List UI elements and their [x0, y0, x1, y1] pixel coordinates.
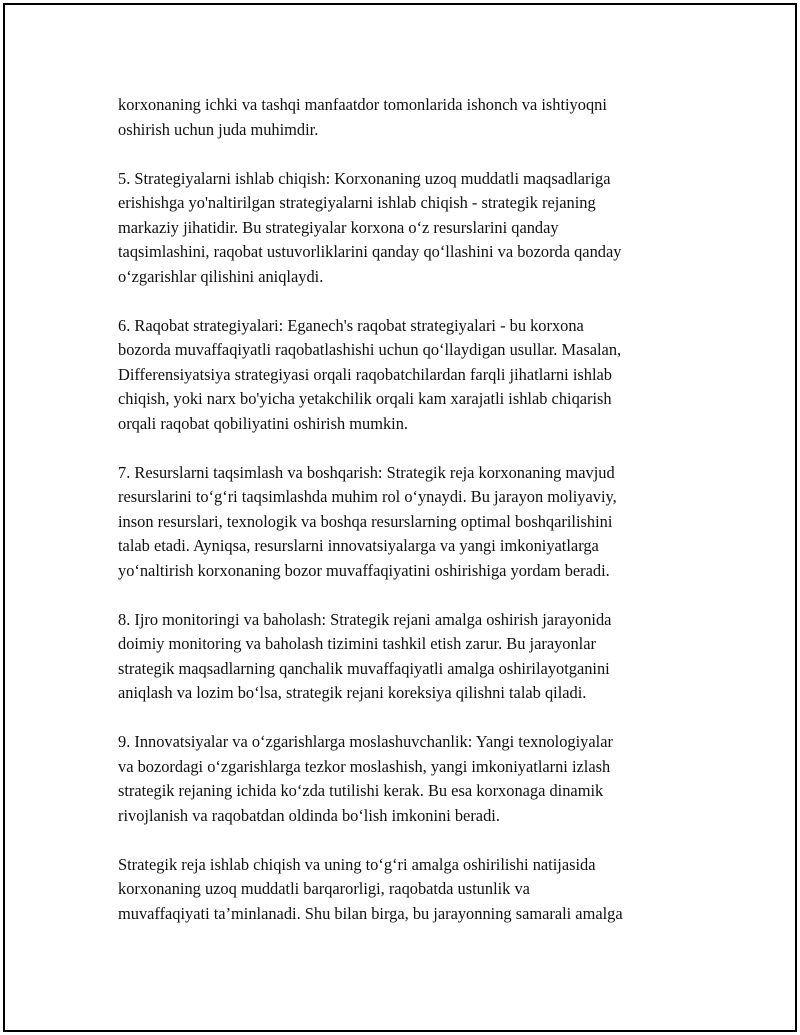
text-line: oshirish uchun juda muhimdir. — [118, 119, 319, 139]
text-line: talab etadi. Ayniqsa, resurslarni innovatsiyalarga va yangi imkoniyatlarga — [118, 536, 599, 555]
paragraph — [118, 608, 698, 706]
text-line: 9. Innovatsiyalar va o‘zgarishlarga moslashuvchanlik: Yangi texnologiyalar — [118, 732, 613, 751]
text-line: Strategik reja ishlab chiqish va uning to‘g‘ri amalga oshirilishi natijasida — [118, 854, 596, 874]
text-line: rivojlanish va raqobatdan oldinda bo‘lish imkonini beradi. — [118, 805, 500, 825]
text-line: orqali raqobat qobiliyatini oshirish mumkin. — [118, 413, 408, 433]
text-line: strategik maqsadlarning qanchalik muvaffaqiyatli amalga oshirilayotganini — [118, 658, 610, 678]
text-line: korxonaning uzoq muddatli barqarorligi, raqobatda ustunlik va — [118, 879, 530, 898]
text-line: yo‘naltirish korxonaning bozor muvaffaqiyatini oshirishiga yordam beradi. — [118, 560, 610, 580]
text-line: aniqlash va lozim bo‘lsa, strategik rejani koreksiya qilishni talab qiladi. — [118, 683, 587, 702]
document-body — [118, 93, 698, 951]
text-line: 7. Resurslarni taqsimlash va boshqarish: Strategik reja korxonaning mavjud — [118, 462, 615, 482]
text-line: resurslarini to‘g‘ri taqsimlashda muhim rol o‘ynaydi. Bu jarayon moliyaviy, — [118, 487, 617, 506]
paragraph — [118, 853, 698, 927]
text-line: taqsimlashini, raqobat ustuvorliklarini qanday qo‘llashini va bozorda qanday — [118, 242, 622, 261]
paragraph — [118, 167, 698, 290]
text-line: markaziy jihatidir. Bu strategiyalar korxona o‘z resurslarini qanday — [118, 217, 559, 237]
text-line: doimiy monitoring va baholash tizimini tashkil etish zarur. Bu jarayonlar — [118, 634, 596, 653]
paragraph — [118, 730, 698, 828]
paragraph — [118, 461, 698, 584]
text-line: 5. Strategiyalarni ishlab chiqish: Korxonaning uzoq muddatli maqsadlariga — [118, 168, 611, 188]
text-line: va bozordagi o‘zgarishlarga tezkor moslashish, yangi imkoniyatlarni izlash — [118, 756, 611, 776]
text-line: 6. Raqobat strategiyalari: Eganech's raqobat strategiyalari - bu korxona — [118, 315, 584, 335]
text-line: muvaffaqiyati ta’minlanadi. Shu bilan birga, bu jarayonning samarali amalga — [118, 903, 623, 923]
paragraph — [118, 93, 698, 142]
text-line: bozorda muvaffaqiyatli raqobatlashishi uchun qo‘llaydigan usullar. Masalan, — [118, 340, 622, 359]
text-line: chiqish, yoki narx bo'yicha yetakchilik orqali kam xarajatli ishlab chiqarish — [118, 389, 612, 408]
text-line: o‘zgarishlar qilishini aniqlaydi. — [118, 266, 324, 286]
text-line: strategik rejaning ichida ko‘zda tutilishi kerak. Bu esa korxonaga dinamik — [118, 781, 604, 800]
paragraph — [118, 314, 698, 437]
text-line: Differensiyatsiya strategiyasi orqali raqobatchilardan farqli jihatlarni ishlab — [118, 364, 612, 384]
text-line: inson resurslari, texnologik va boshqa resurslarning optimal boshqarilishini — [118, 511, 613, 531]
text-line: 8. Ijro monitoringi va baholash: Strategik rejani amalga oshirish jarayonida — [118, 609, 612, 629]
text-line: erishishga yo'naltirilgan strategiyalarni ishlab chiqish - strategik rejaning — [118, 193, 596, 212]
text-line: korxonaning ichki va tashqi manfaatdor tomonlarida ishonch va ishtiyoqni — [118, 95, 607, 114]
